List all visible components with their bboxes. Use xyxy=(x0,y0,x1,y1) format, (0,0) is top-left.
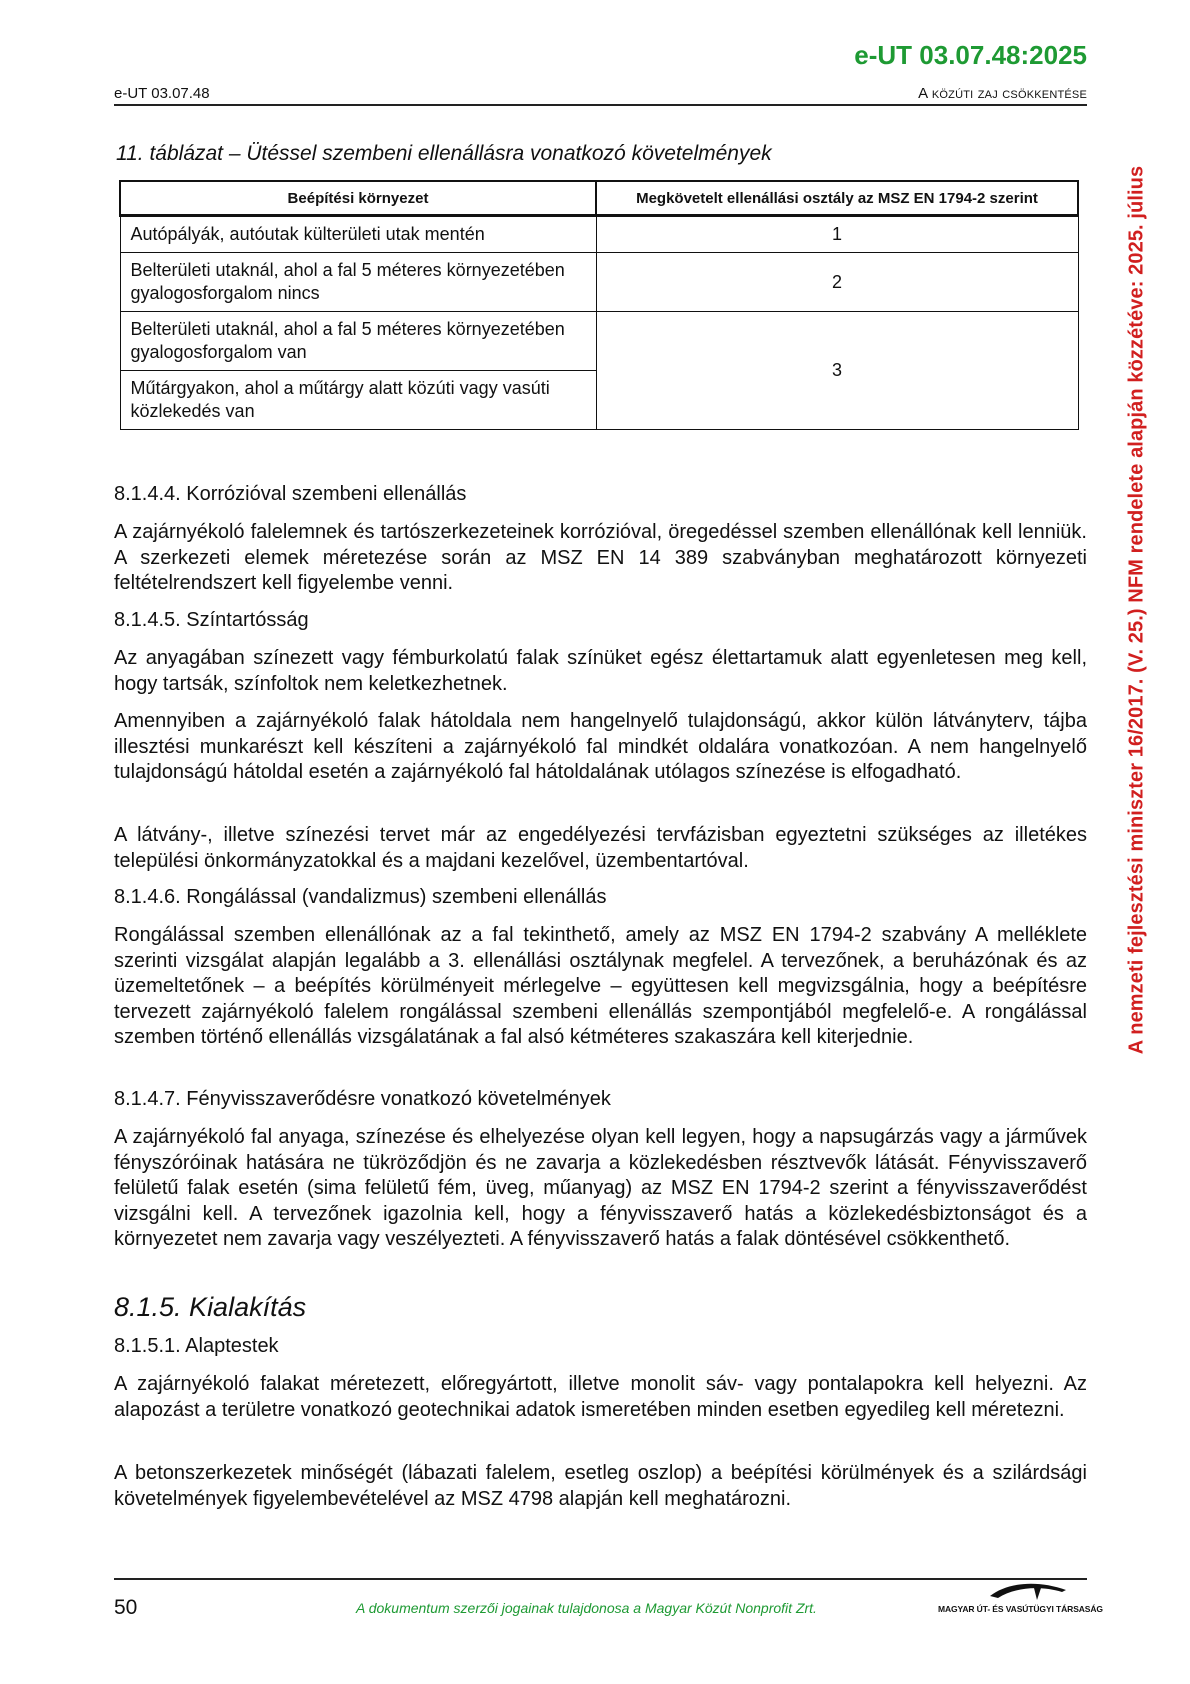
table-cell-environment: Autópályák, autóutak külterületi utak mentén xyxy=(120,216,596,253)
table-caption: 11. táblázat – Ütéssel szembeni ellenállásra vonatkozó követelmények xyxy=(116,142,772,165)
society-logo xyxy=(938,1580,1103,1618)
paragraph: Az anyagában színezett vagy fémburkolatú falak színüket egész élettartamuk alatt egyenletesen meg kell, hogy tartsák, színfoltok nem keletkezhetnek. xyxy=(114,647,1087,695)
table-header-row xyxy=(120,181,1078,216)
society-logo-text: MAGYAR ÚT- ÉS VASÚTÜGYI TÁRSASÁG xyxy=(938,1604,1103,1614)
paragraph: A zajárnyékoló fal anyaga, színezése és elhelyezése olyan kell legyen, hogy a napsugárzás vagy a járművek fényszóróinak hatására ne tükröződjön és ne zavarja a közlekedésben résztvevők látását. Fényvisszaverő felületű falak esetén (sima felületű fém, üveg, műanyag) az MSZ EN 1794-2 szerint a fényvisszaverődést vizsgálni kell. A tervezőnek igazolnia kell, hogy a fényvisszaverő hatás a közlekedésbiztonságot és a környezetet nem zavarja vagy veszélyezteti. A fényvisszaverő hatás a falak döntésével csökkenthető. xyxy=(114,1126,1087,1250)
table-header-environment: Beépítési környezet xyxy=(120,181,596,216)
header-title: A közúti zaj csökkentése xyxy=(918,85,1087,102)
table-cell-environment: Belterületi utaknál, ahol a fal 5 méteres környezetében gyalogosforgalom nincs xyxy=(120,253,596,312)
table-cell-environment: Műtárgyakon, ahol a műtárgy alatt közúti vagy vasúti közlekedés van xyxy=(120,371,596,430)
requirements-table xyxy=(119,180,1079,430)
page-number: 50 xyxy=(114,1596,138,1619)
paragraph: A betonszerkezetek minőségét (lábazati falelem, esetleg oszlop) a beépítési körülmények és a szilárdsági követelmények figyelembevételével az MSZ 4798 alapján kell meghatározni. xyxy=(114,1462,1087,1510)
header-rule xyxy=(114,104,1087,106)
side-publication-note-text: A nemzeti fejlesztési miniszter 16/2017. (V. 25.) NFM rendelete alapján közzétéve: 2025. július xyxy=(1125,165,1148,1055)
section-heading-815: 8.1.5. Kialakítás xyxy=(114,1292,307,1322)
copyright-notice: A dokumentum szerzői jogainak tulajdonosa a Magyar Közút Nonprofit Zrt. xyxy=(356,1600,817,1616)
section-heading-8144: 8.1.4.4. Korrózióval szembeni ellenállás xyxy=(114,483,467,505)
paragraph: A zajárnyékoló falelemnek és tartószerkezeteinek korrózióval, öregedéssel szemben ellenállónak kell lenniük. A szerkezeti elemek méretezése során az MSZ EN 14 389 szabványban meghatározott környezeti feltételrendszert kell figyelembe venni. xyxy=(114,521,1087,594)
table-cell-class: 1 xyxy=(596,216,1078,253)
side-publication-note xyxy=(1122,160,1152,1060)
paragraph: A látvány-, illetve színezési tervet már az engedélyezési tervfázisban egyeztetni szükséges az illetékes települési önkormányzatokkal és a majdani kezelővel, üzembentartóval. xyxy=(114,824,1087,872)
table-row xyxy=(120,216,1078,253)
document-code: e-UT 03.07.48:2025 xyxy=(854,40,1087,70)
section-heading-8145: 8.1.4.5. Színtartósság xyxy=(114,609,309,631)
table-row xyxy=(120,253,1078,312)
paragraph: Amennyiben a zajárnyékoló falak hátoldala nem hangelnyelő tulajdonságú, akkor külön látványterv, tájba illesztési munkarészt kell készíteni a zajárnyékoló fal mindkét oldalára vonatkozóan. A nem hangelnyelő tulajdonságú hátoldal esetén a zajárnyékoló fal hátoldalának utólagos színezése is elfogadható. xyxy=(114,710,1087,783)
section-heading-8151: 8.1.5.1. Alaptestek xyxy=(114,1335,279,1357)
table-cell-class: 2 xyxy=(596,253,1078,312)
table-cell-environment: Belterületi utaknál, ahol a fal 5 méteres környezetében gyalogosforgalom van xyxy=(120,312,596,371)
paragraph: Rongálással szemben ellenállónak az a fal tekinthető, amely az MSZ EN 1794-2 szabvány A melléklete szerinti vizsgálat alapján legalább a 3. ellenállási osztálynak megfelel. A tervezőnek, a beruházónak és az üzemeltetőnek – a beépítés körülményeit mérlegelve – együttesen kell megvizsgálnia, hogy a beépítésre tervezett zajárnyékoló falelem rongálással szembeni ellenállás szempontjából megfelelő-e. A rongálással szemben történő ellenállás vizsgálatának a fal alsó kétméteres szakaszára kell kiterjednie. xyxy=(114,924,1087,1048)
table-header-class: Megkövetelt ellenállási osztály az MSZ EN 1794-2 szerint xyxy=(596,181,1078,216)
section-heading-8147: 8.1.4.7. Fényvisszaverődésre vonatkozó követelmények xyxy=(114,1088,611,1110)
section-heading-8146: 8.1.4.6. Rongálással (vandalizmus) szembeni ellenállás xyxy=(114,886,607,908)
paragraph: A zajárnyékoló falakat méretezett, előregyártott, illetve monolit sáv- vagy pontalapokra kell helyezni. Az alapozást a területre vonatkozó geotechnikai adatok ismeretében minden esetben egyedileg kell méretezni. xyxy=(114,1373,1087,1421)
table-row xyxy=(120,312,1078,371)
table-cell-class: 3 xyxy=(596,312,1078,430)
header-left-code: e-UT 03.07.48 xyxy=(114,85,210,102)
